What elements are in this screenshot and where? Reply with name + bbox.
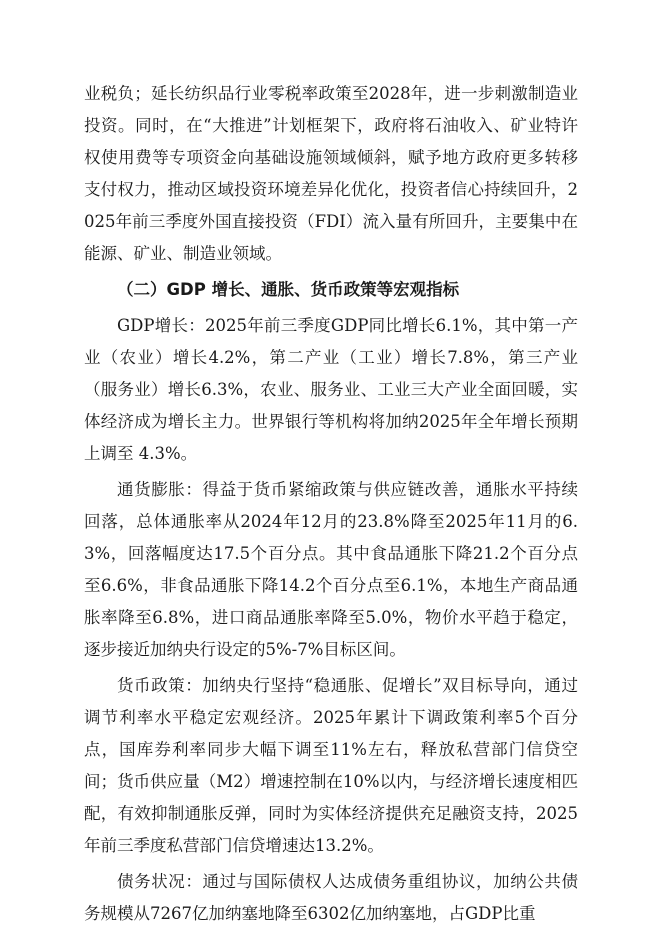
paragraph-monetary-policy: 货币政策：加纳央行坚持“稳通胀、促增长”双目标导向，通过调节利率水平稳定宏观经济。2025年累计下调政策利率5个百分点，国库券利率同步大幅下调至11%左右，释放私营部门信贷空间；货币供应量（M2）增速控制在10%以内，与经济增长速度相匹配，有效抑制通胀反弹，同时为实体经济提供充足融资支持，2025年前三季度私营部门信贷增速达13.2%。: [84, 676, 578, 855]
paragraph-inflation: 通货膨胀：得益于货币紧缩政策与供应链改善，通胀水平持续回落，总体通胀率从2024年12月的23.8%降至2025年11月的6.3%，回落幅度达17.5个百分点。其中食品通胀下降21.2个百分点至6.6%，非食品通胀下降14.2个百分点至6.1%，本地生产商品通胀率降至6.8%，进口商品通胀率降至5.0%，物价水平趋于稳定，逐步接近加纳央行设定的5%-7%目标区间。: [84, 480, 578, 659]
paragraph-gdp-growth: GDP增长：2025年前三季度GDP同比增长6.1%，其中第一产业（农业）增长4.2%，第二产业（工业）增长7.8%，第三产业（服务业）增长6.3%，农业、服务业、工业三大产业全面回暖，实体经济成为增长主力。世界银行等机构将加纳2025年全年增长预期上调至 4.3%。: [84, 316, 578, 463]
document-page: [84, 78, 578, 934]
paragraph-debt-status: 债务状况：通过与国际债权人达成债务重组协议，加纳公共债务规模从7267亿加纳塞地降至6302亿加纳塞地，占GDP比重: [84, 872, 578, 923]
section-heading-macro-indicators: （二）GDP 增长、通胀、货币政策等宏观指标: [117, 280, 460, 299]
paragraph-investment-continued: 业税负；延长纺织品行业零税率政策至2028年，进一步刺激制造业投资。同时，在“大推进”计划框架下，政府将石油收入、矿业特许权使用费等专项资金向基础设施领域倾斜，赋予地方政府更多转移支付权力，推动区域投资环境差异化优化，投资者信心持续回升，2025年前三季度外国直接投资（FDI）流入量有所回升，主要集中在能源、矿业、制造业领域。: [84, 84, 578, 263]
